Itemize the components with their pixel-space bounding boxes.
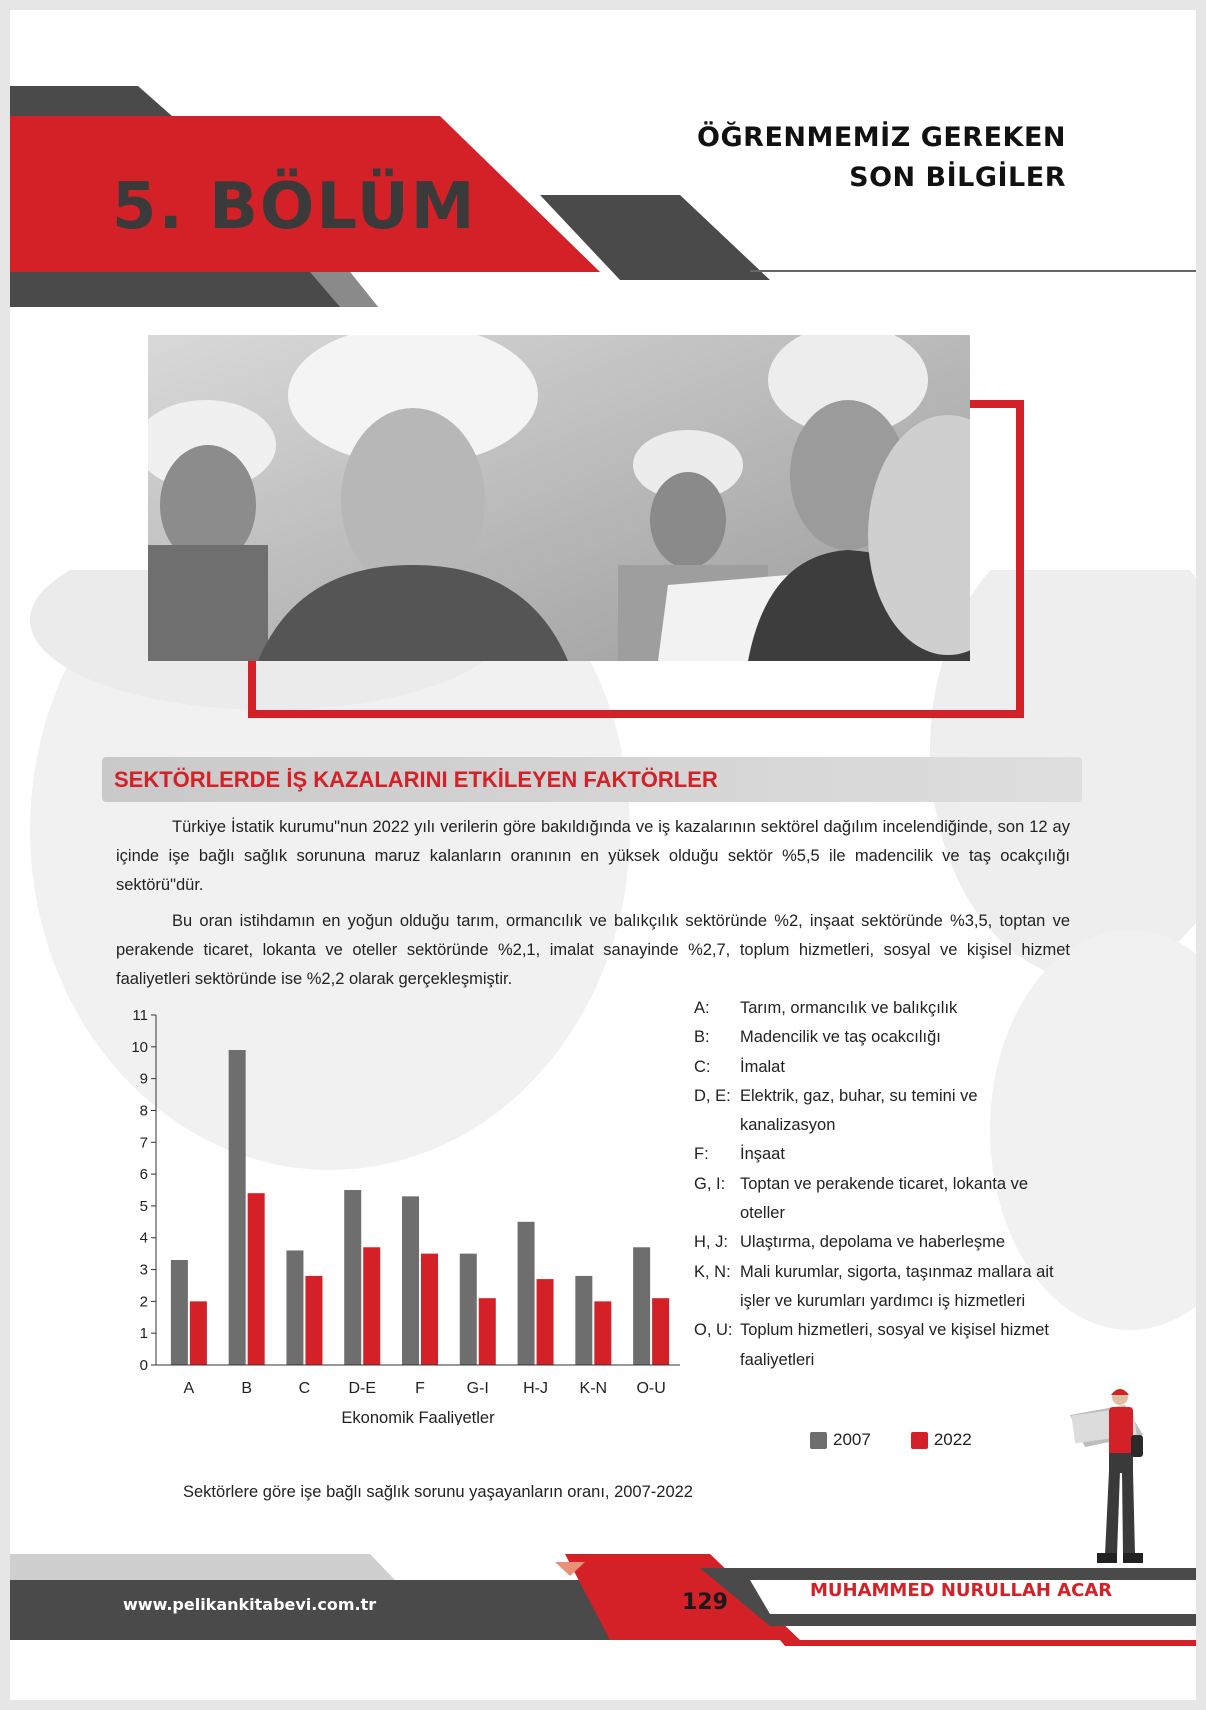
legend-text: Madencilik ve taş ocakcılığı [740,1028,941,1047]
y-tick-label: 8 [139,1102,148,1120]
series-legend-label: 2022 [933,1430,972,1449]
workers-illustration [148,335,970,661]
legend-row [694,1023,1054,1052]
header-title-line2: SON BİLGİLER [849,162,1066,193]
legend-code: K, N: [694,1262,731,1281]
page-number: 129 [682,1590,728,1615]
x-tick-label: D-E [348,1380,377,1397]
legend-row [694,994,1054,1023]
bar-2022-K-N [594,1301,611,1365]
x-tick-label: B [241,1380,253,1397]
y-tick-label: 10 [131,1038,148,1056]
bar-2022-H-J [537,1279,554,1365]
bar-2022-F [421,1254,438,1365]
x-tick-label: C [298,1380,311,1397]
y-tick-label: 2 [139,1293,148,1311]
x-tick-label: O-U [636,1380,666,1397]
y-tick-label: 6 [139,1166,148,1184]
footer-url[interactable]: www.pelikankitabevi.com.tr [123,1595,377,1614]
category-legend [694,994,1054,1375]
legend-row [694,1140,1054,1169]
legend-code: C: [694,1057,711,1076]
legend-code: B: [694,1028,710,1047]
bar-2022-G-I [479,1298,496,1365]
legend-code: H, J: [694,1233,728,1252]
chart-caption: Sektörlere göre işe bağlı sağlık sorunu yaşayanların oranı, 2007-2022 [183,1483,693,1501]
legend-text: Mali kurumlar, sigorta, taşınmaz mallara ait işler ve kurumları yardımcı iş hizmetleri [740,1262,1054,1310]
legend-row [694,1170,1054,1229]
legend-row [694,1053,1054,1082]
paragraph-2: Bu oran istihdamın en yoğun olduğu tarım, ormancılık ve balıkçılık sektöründe %2, inşaat sektöründe %3,5, toptan ve perakende ticaret, lokanta ve oteller sektöründe %2,1, imalat sanayinde %2,7, toplum hizmetleri, sosyal ve kişisel hizmet faaliyetleri sektöründe ise %2,2 olarak gerçekleşmiştir. [116,912,1070,988]
legend-text: İnşaat [740,1145,785,1164]
x-tick-label: K-N [579,1380,608,1397]
bar-2007-H-J [518,1222,535,1365]
x-axis-ticks [184,1380,666,1397]
bar-2022-A [190,1301,207,1365]
y-tick-label: 5 [139,1197,148,1215]
legend-row [694,1316,1054,1375]
y-tick-label: 7 [139,1134,148,1152]
legend-code: A: [694,999,710,1017]
series-legend [810,1430,972,1450]
x-axis-label: Ekonomik Faaliyetler [341,1409,495,1425]
x-tick-label: H-J [523,1380,549,1397]
x-tick-label: F [415,1380,425,1397]
legend-code: O, U: [694,1321,733,1340]
legend-text: Tarım, ormancılık ve balıkçılık [740,999,958,1017]
bar-2022-C [305,1276,322,1365]
y-tick-label: 0 [139,1357,148,1374]
bar-2007-G-I [460,1254,477,1365]
bar-2007-D-E [344,1190,361,1365]
bar-2022-O-U [652,1298,669,1365]
x-tick-label: G-I [466,1380,489,1397]
y-axis-ticks [131,1007,156,1374]
chart-bars [171,1050,669,1365]
series-legend-label: 2007 [833,1430,871,1449]
series-swatch [810,1432,827,1449]
header-title [697,118,1066,198]
legend-text: Ulaştırma, depolama ve haberleşme [740,1233,1006,1252]
series-legend-item [810,1430,871,1450]
legend-row [694,1228,1054,1257]
series-swatch [911,1432,928,1449]
x-tick-label: A [183,1380,195,1397]
bar-2007-A [171,1260,188,1365]
legend-code: F: [694,1145,709,1164]
bar-2007-O-U [633,1247,650,1365]
legend-text: Toplum hizmetleri, sosyal ve kişisel hizmet faaliyetleri [740,1321,1050,1369]
y-tick-label: 11 [132,1007,148,1024]
bar-2007-F [402,1196,419,1365]
bar-2022-D-E [363,1247,380,1365]
bar-chart [110,995,690,1425]
y-tick-label: 3 [139,1261,148,1279]
bar-2007-B [229,1050,246,1365]
y-tick-label: 1 [139,1325,148,1343]
author-name: MUHAMMED NURULLAH ACAR [810,1580,1113,1601]
document-page [10,10,1196,1700]
bar-2007-C [286,1250,303,1365]
series-legend-item [911,1430,972,1450]
bar-2022-B [248,1193,265,1365]
header-rule [750,270,1196,272]
legend-code: D, E: [694,1086,731,1105]
legend-text: Toptan ve perakende ticaret, lokanta ve oteller [740,1174,1029,1223]
header-title-line1: ÖĞRENMEMİZ GEREKEN [697,122,1066,153]
legend-code: G, I: [694,1174,726,1193]
bar-2007-K-N [575,1276,592,1365]
legend-row [694,1258,1054,1317]
footer-decoration [10,1540,1196,1700]
workers-photo [148,335,970,661]
y-tick-label: 4 [139,1229,148,1247]
y-tick-label: 9 [139,1070,148,1088]
legend-text: İmalat [740,1057,785,1076]
legend-row [694,1082,1054,1141]
chapter-label: 5. BÖLÜM [112,170,477,244]
legend-text: Elektrik, gaz, buhar, su temini ve kanalizasyon [740,1086,978,1135]
paragraph-1: Türkiye İstatik kurumu"nun 2022 yılı verilerin göre bakıldığında ve iş kazalarının sektörel dağılım incelendiğinde, son 12 ay içinde işe bağlı sağlık sorununa maruz kalanların oranının en yüksek olduğu sektör %5,5 ile madencilik ve taş ocakçılığı sektörü"dür. [116,818,1070,894]
section-title: SEKTÖRLERDE İŞ KAZALARINI ETKİLEYEN FAKTÖRLER [114,767,718,792]
